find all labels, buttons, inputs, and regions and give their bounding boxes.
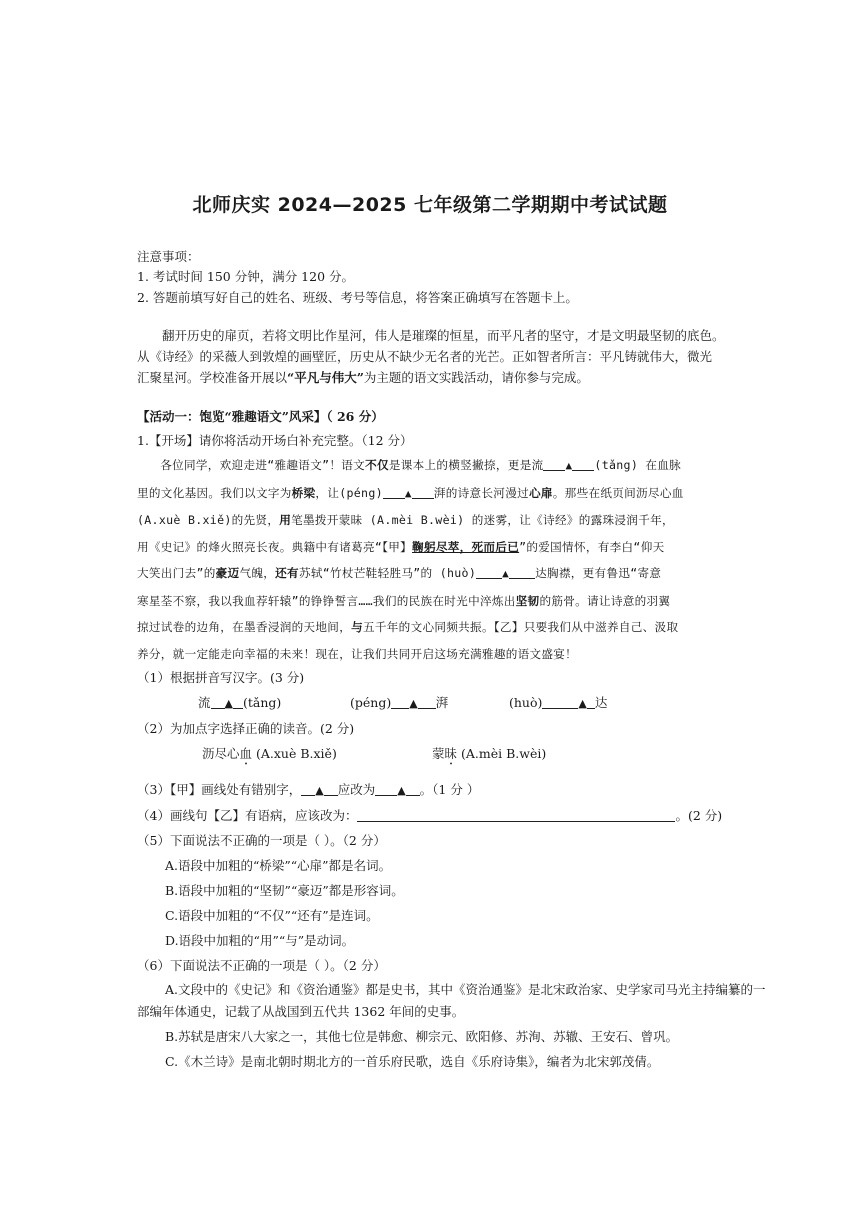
answer-blank[interactable] [211,696,225,709]
bold-word-yong: 用 [279,513,292,527]
passage-text: 寒星荃不察，我以我血荐轩辕”的铮铮誓言……我们的民族在时光中淬炼出 [137,593,516,608]
q2-word: 沥尽心 [202,746,240,761]
q1-item-b [350,693,448,711]
passage-line-2 [137,480,773,508]
dotted-char-xue: 血 [239,746,253,761]
passage-text: 笔墨拨开蒙昧 (A.mèi B.wèi) 的迷雾，让《诗经》的露珠浸润千年， [291,513,674,527]
q2-item-b [432,744,546,768]
answer-blank[interactable] [542,696,578,709]
passage-text: 湃的诗意长河漫过 [433,485,529,500]
dotted-char-mei: 昧 [444,746,458,761]
answer-blank[interactable] [391,696,409,709]
q6-option-b: B.苏轼是唐宋八大家之一，其他七位是韩愈、柳宗元、欧阳修、苏洵、苏辙、王安石、曾巩。 [165,1029,679,1044]
q3-text: 。（1 分 ） [419,782,480,797]
answer-blank[interactable] [587,696,595,709]
opening-passage [137,452,773,667]
intro-theme: “平凡与伟大” [287,370,364,385]
passage-text: 。那些在纸页间沥尽心血 [552,485,684,500]
q2-options: (A.mèi B.wèi) [457,746,547,761]
passage-text: ”的爱国情怀，有李白“仰天 [519,539,665,554]
intro-text-end: 为主题的语文实践活动，请你参与完成。 [363,370,589,385]
bold-word-qiaoliang: 桥梁 [291,485,316,500]
answer-line[interactable] [357,809,675,822]
answer-blank[interactable] [324,783,338,796]
q1-item-a [198,693,281,711]
passage-text: 是课本上的横竖撇捺，更是流 [388,458,544,472]
passage-text: 里的文化基因。我们以文字为 [137,485,292,500]
answer-blank[interactable] [418,696,436,709]
bold-word-buji: 不仅 [365,458,389,472]
triangle-icon: ▲ [409,697,418,710]
passage-line-8: 养分，就一定能走向幸福的未来！现在，让我们共同开启这场充满雅趣的语文盛宴！ [137,646,578,661]
passage-line-1 [137,452,773,480]
answer-blank[interactable] [375,783,397,796]
answer-blank[interactable] [383,486,405,499]
triangle-icon: ▲ [397,784,406,797]
triangle-icon: ▲ [578,697,587,710]
intro-text: 汇聚星河。学校准备开展以 [137,370,288,385]
q3-text: （3）【甲】画线处有错别字， [137,782,302,797]
answer-blank[interactable] [509,566,535,579]
bold-word-haiyou: 还有 [275,566,299,580]
triangle-icon: ▲ [404,486,412,500]
pinyin-peng: (péng) [350,695,392,710]
notice-heading: 注意事项： [137,249,200,264]
bold-word-jianren: 坚韧 [515,593,540,608]
q1-item-c [509,693,607,711]
triangle-icon: ▲ [565,459,573,472]
q3-text: 应改为 [337,782,376,797]
passage-text: 大笑出门去”的 [137,566,216,580]
bold-word-haomai: 豪迈 [215,566,240,580]
passage-text: 五千年的文心同频共振。【乙】只要我们从中滋养自己、汲取 [363,620,679,634]
passage-text: 达胸襟，更有鲁迅“寄意 [535,566,662,580]
answer-blank[interactable] [572,458,594,471]
q2-word: 蒙 [432,746,445,761]
q2-options: (A.xuè B.xiě) [252,746,337,761]
q1-text: 湃 [435,695,449,710]
intro-line-3 [137,367,773,388]
passage-line-4 [137,534,773,561]
activity1-heading: 【活动一：饱览“雅趣语文”风采】（ 26 分） [137,409,384,424]
q4-stem [137,806,722,824]
q5-option-b: B.语段中加粗的“坚韧”“豪迈”都是形容词。 [165,883,404,898]
q6-stem: （6）下面说法不正确的一项是（ ）。（2 分） [137,958,386,973]
q1-text: 流 [198,695,211,710]
passage-text: (A.xuè B.xiě)的先贤， [137,513,280,527]
passage-text: 的筋骨。请让诗意的羽翼 [539,593,671,608]
answer-blank[interactable] [543,458,565,471]
passage-line-5 [137,560,773,588]
bold-word-yu: 与 [351,620,363,634]
q1-text: 达 [594,695,608,710]
q6-option-c: C.《木兰诗》是南北朝时期北方的一首乐府民歌，选自《乐府诗集》，编者为北宋郭茂倩。 [165,1054,660,1069]
q4-text: （4）画线句【乙】有语病，应该改为： [137,808,358,823]
passage-text: (tǎng) 在血脉 [594,458,682,472]
answer-blank[interactable] [412,486,434,499]
passage-text: 各位同学，欢迎走进“雅趣语文”！语文 [160,458,366,472]
intro-line-2: 从《诗经》的采薇人到敦煌的画壁匠，历史从不缺少无名者的光芒。正如智者所言：平凡铸就伟大，微光 [137,349,713,364]
passage-line-6 [137,588,773,615]
answer-blank[interactable] [476,566,502,579]
passage-text: 用《史记》的烽火照亮长夜。典籍中有诸葛亮“【甲】 [137,539,413,554]
question-1-stem: 1.【开场】请你将活动开场白补充完整。（12 分） [137,433,413,448]
q4-text: 。(2 分) [675,808,723,823]
pinyin-huo: (huò) [509,695,543,710]
q3-stem [137,780,479,798]
intro-line-1: 翻开历史的扉页，若将文明比作星河，伟人是璀璨的恒星，而平凡者的坚守，才是文明最坚韧的底色。 [162,328,725,343]
passage-line-3 [137,507,773,534]
underlined-sentence-jia: 鞠躬尽萃，死而后已 [412,539,520,554]
passage-text: 气魄， [239,566,276,580]
q1-stem: （1）根据拼音写汉字。(3 分) [137,670,305,685]
q5-option-a: A.语段中加粗的“桥梁”“心扉”都是名词。 [165,858,392,873]
passage-text: 苏轼“竹杖芒鞋轻胜马”的 (huò) [298,566,477,580]
passage-text: ，让(péng) [315,485,383,500]
q2-item-a [202,744,337,768]
passage-line-7 [137,614,773,641]
q5-option-d: D.语段中加粗的“用”“与”是动词。 [165,933,355,948]
intro-paragraph [137,325,773,388]
q5-stem: （5）下面说法不正确的一项是（ ）。（2 分） [137,833,386,848]
page-title: 北师庆实 2024—2025 七年级第二学期期中考试试题 [192,194,668,216]
triangle-icon: ▲ [224,697,233,710]
triangle-icon: ▲ [502,567,510,580]
q5-option-c: C.语段中加粗的“不仅”“还有”是连词。 [165,908,379,923]
triangle-icon: ▲ [315,784,324,797]
q2-stem: （2）为加点字选择正确的读音。(2 分) [137,721,355,736]
answer-blank[interactable] [406,783,420,796]
passage-text: 掠过试卷的边角，在墨香浸润的天地间， [137,620,352,634]
notice-item-1: 1. 考试时间 150 分钟，满分 120 分。 [137,269,355,284]
q6-option-a: A.文段中的《史记》和《资治通鉴》都是史书，其中《资治通鉴》是北宋政治家、史学家司马光主持编纂的一部编年体通史，记载了从战国到五代共 1362 年间的史事。 [137,982,766,1019]
pinyin-tang: (tǎng) [242,695,282,710]
bold-word-xinfei: 心扉 [528,485,553,500]
answer-blank[interactable] [301,783,315,796]
notice-item-2: 2. 答题前填写好自己的姓名、班级、考号等信息，将答案正确填写在答题卡上。 [137,290,578,305]
answer-blank[interactable] [233,696,243,709]
